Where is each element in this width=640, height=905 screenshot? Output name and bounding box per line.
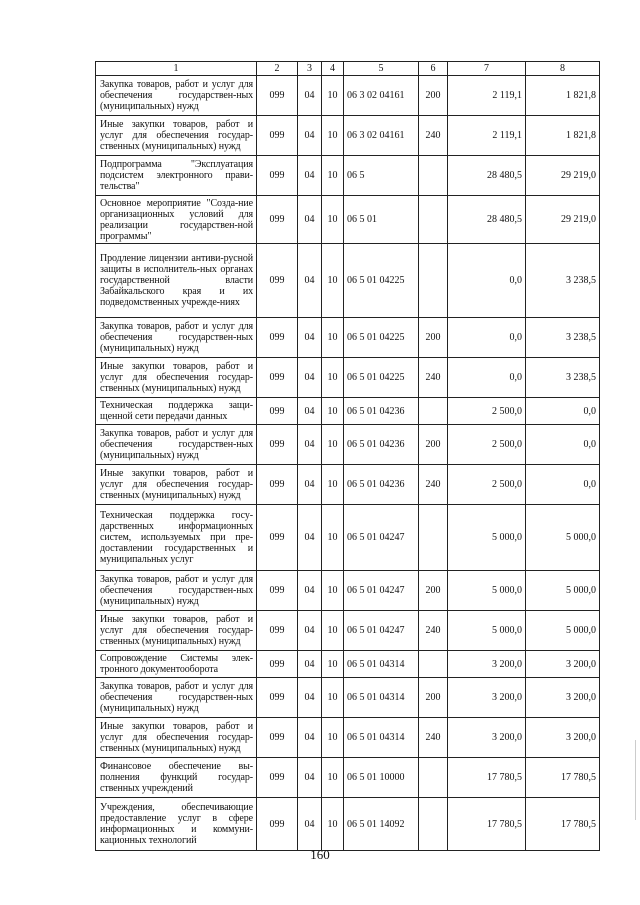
amount-year-1: 0,0 bbox=[448, 318, 526, 358]
section-code: 04 bbox=[298, 116, 322, 156]
table-row bbox=[96, 758, 600, 798]
target-article-code: 06 5 01 10000 bbox=[344, 758, 419, 798]
amount-year-1: 17 780,5 bbox=[448, 758, 526, 798]
target-article-code: 06 5 01 04314 bbox=[344, 678, 419, 718]
subsection-code: 10 bbox=[322, 76, 344, 116]
amount-year-2: 29 219,0 bbox=[526, 156, 600, 196]
expense-type-code bbox=[419, 398, 448, 425]
section-code: 04 bbox=[298, 505, 322, 571]
table-row bbox=[96, 156, 600, 196]
ministry-code: 099 bbox=[257, 358, 298, 398]
budget-line-name: Основное мероприятие "Созда-ние организационных условий для реализации государствен-ной программы" bbox=[96, 196, 257, 244]
expense-type-code: 200 bbox=[419, 425, 448, 465]
subsection-code: 10 bbox=[322, 758, 344, 798]
budget-line-name: Закупка товаров, работ и услуг для обеспечения государствен-ных (муниципальных) нужд bbox=[96, 571, 257, 611]
budget-line-name: Техническая поддержка защи-щенной сети передачи данных bbox=[96, 398, 257, 425]
subsection-code: 10 bbox=[322, 465, 344, 505]
target-article-code: 06 5 01 04314 bbox=[344, 718, 419, 758]
budget-line-name: Подпрограмма "Эксплуатация подсистем электронного прави-тельства" bbox=[96, 156, 257, 196]
amount-year-2: 29 219,0 bbox=[526, 196, 600, 244]
table-row bbox=[96, 116, 600, 156]
section-code: 04 bbox=[298, 798, 322, 851]
expense-type-code bbox=[419, 156, 448, 196]
table-row bbox=[96, 678, 600, 718]
table-row bbox=[96, 798, 600, 851]
budget-line-name: Финансовое обеспечение вы-полнения функций государ-ственных учреждений bbox=[96, 758, 257, 798]
amount-year-1: 28 480,5 bbox=[448, 156, 526, 196]
budget-line-name: Закупка товаров, работ и услуг для обеспечения государствен-ных (муниципальных) нужд bbox=[96, 678, 257, 718]
expense-type-code: 200 bbox=[419, 678, 448, 718]
budget-table bbox=[95, 61, 600, 851]
ministry-code: 099 bbox=[257, 758, 298, 798]
expense-type-code bbox=[419, 758, 448, 798]
section-code: 04 bbox=[298, 358, 322, 398]
subsection-code: 10 bbox=[322, 651, 344, 678]
section-code: 04 bbox=[298, 196, 322, 244]
budget-line-name: Техническая поддержка госу-дарственных информационных систем, используемых при пре-доставлении государственных и муниципальных услуг bbox=[96, 505, 257, 571]
amount-year-1: 5 000,0 bbox=[448, 571, 526, 611]
subsection-code: 10 bbox=[322, 678, 344, 718]
amount-year-2: 3 238,5 bbox=[526, 318, 600, 358]
amount-year-1: 2 119,1 bbox=[448, 76, 526, 116]
amount-year-2: 5 000,0 bbox=[526, 505, 600, 571]
budget-line-name: Учреждения, обеспечивающие предоставление услуг в сфере информационных и коммуни-кационных технологий bbox=[96, 798, 257, 851]
target-article-code: 06 3 02 04161 bbox=[344, 116, 419, 156]
table-row bbox=[96, 465, 600, 505]
target-article-code: 06 5 01 04236 bbox=[344, 465, 419, 505]
section-code: 04 bbox=[298, 156, 322, 196]
header-cell: 3 bbox=[298, 62, 322, 76]
subsection-code: 10 bbox=[322, 798, 344, 851]
table-row bbox=[96, 571, 600, 611]
subsection-code: 10 bbox=[322, 358, 344, 398]
section-code: 04 bbox=[298, 398, 322, 425]
header-cell: 4 bbox=[322, 62, 344, 76]
table-row bbox=[96, 244, 600, 318]
target-article-code: 06 5 01 04247 bbox=[344, 505, 419, 571]
table-row bbox=[96, 398, 600, 425]
header-cell: 7 bbox=[448, 62, 526, 76]
table-row bbox=[96, 611, 600, 651]
header-cell: 8 bbox=[526, 62, 600, 76]
budget-line-name: Иные закупки товаров, работ и услуг для обеспечения государ-ственных (муниципальных) нужд bbox=[96, 611, 257, 651]
amount-year-1: 0,0 bbox=[448, 358, 526, 398]
table-row bbox=[96, 651, 600, 678]
expense-type-code: 240 bbox=[419, 358, 448, 398]
ministry-code: 099 bbox=[257, 116, 298, 156]
ministry-code: 099 bbox=[257, 156, 298, 196]
section-code: 04 bbox=[298, 758, 322, 798]
ministry-code: 099 bbox=[257, 76, 298, 116]
target-article-code: 06 5 01 04236 bbox=[344, 398, 419, 425]
header-cell: 5 bbox=[344, 62, 419, 76]
section-code: 04 bbox=[298, 718, 322, 758]
expense-type-code bbox=[419, 196, 448, 244]
section-code: 04 bbox=[298, 76, 322, 116]
ministry-code: 099 bbox=[257, 611, 298, 651]
section-code: 04 bbox=[298, 425, 322, 465]
amount-year-1: 2 500,0 bbox=[448, 465, 526, 505]
subsection-code: 10 bbox=[322, 505, 344, 571]
amount-year-1: 2 500,0 bbox=[448, 425, 526, 465]
target-article-code: 06 5 bbox=[344, 156, 419, 196]
amount-year-2: 3 238,5 bbox=[526, 244, 600, 318]
budget-line-name: Иные закупки товаров, работ и услуг для обеспечения государ-ственных (муниципальных) нужд bbox=[96, 358, 257, 398]
expense-type-code: 240 bbox=[419, 116, 448, 156]
ministry-code: 099 bbox=[257, 505, 298, 571]
page-number: 160 bbox=[310, 847, 330, 862]
expense-type-code: 200 bbox=[419, 76, 448, 116]
table-row bbox=[96, 718, 600, 758]
table-header-row bbox=[96, 62, 600, 76]
budget-line-name: Закупка товаров, работ и услуг для обеспечения государствен-ных (муниципальных) нужд bbox=[96, 425, 257, 465]
expense-type-code bbox=[419, 798, 448, 851]
target-article-code: 06 5 01 04247 bbox=[344, 571, 419, 611]
table-row bbox=[96, 358, 600, 398]
table-row bbox=[96, 505, 600, 571]
section-code: 04 bbox=[298, 244, 322, 318]
header-cell: 2 bbox=[257, 62, 298, 76]
subsection-code: 10 bbox=[322, 398, 344, 425]
ministry-code: 099 bbox=[257, 465, 298, 505]
ministry-code: 099 bbox=[257, 798, 298, 851]
ministry-code: 099 bbox=[257, 318, 298, 358]
budget-line-name: Закупка товаров, работ и услуг для обеспечения государствен-ных (муниципальных) нужд bbox=[96, 76, 257, 116]
amount-year-2: 3 200,0 bbox=[526, 651, 600, 678]
ministry-code: 099 bbox=[257, 651, 298, 678]
expense-type-code: 200 bbox=[419, 571, 448, 611]
ministry-code: 099 bbox=[257, 571, 298, 611]
amount-year-1: 28 480,5 bbox=[448, 196, 526, 244]
subsection-code: 10 bbox=[322, 718, 344, 758]
amount-year-1: 2 119,1 bbox=[448, 116, 526, 156]
section-code: 04 bbox=[298, 318, 322, 358]
amount-year-2: 5 000,0 bbox=[526, 611, 600, 651]
budget-line-name: Закупка товаров, работ и услуг для обеспечения государствен-ных (муниципальных) нужд bbox=[96, 318, 257, 358]
budget-line-name: Иные закупки товаров, работ и услуг для обеспечения государ-ственных (муниципальных) нужд bbox=[96, 116, 257, 156]
table-row bbox=[96, 76, 600, 116]
expense-type-code: 240 bbox=[419, 465, 448, 505]
budget-line-name: Сопровождение Системы элек-тронного документооборота bbox=[96, 651, 257, 678]
subsection-code: 10 bbox=[322, 196, 344, 244]
amount-year-2: 5 000,0 bbox=[526, 571, 600, 611]
expense-type-code bbox=[419, 505, 448, 571]
expense-type-code bbox=[419, 651, 448, 678]
amount-year-2: 3 200,0 bbox=[526, 718, 600, 758]
target-article-code: 06 5 01 14092 bbox=[344, 798, 419, 851]
target-article-code: 06 5 01 04247 bbox=[344, 611, 419, 651]
amount-year-2: 3 200,0 bbox=[526, 678, 600, 718]
target-article-code: 06 5 01 04225 bbox=[344, 244, 419, 318]
target-article-code: 06 5 01 04314 bbox=[344, 651, 419, 678]
amount-year-1: 0,0 bbox=[448, 244, 526, 318]
ministry-code: 099 bbox=[257, 196, 298, 244]
target-article-code: 06 5 01 04225 bbox=[344, 358, 419, 398]
target-article-code: 06 5 01 04225 bbox=[344, 318, 419, 358]
table-row bbox=[96, 425, 600, 465]
expense-type-code: 240 bbox=[419, 611, 448, 651]
amount-year-2: 0,0 bbox=[526, 425, 600, 465]
ministry-code: 099 bbox=[257, 425, 298, 465]
amount-year-1: 3 200,0 bbox=[448, 651, 526, 678]
subsection-code: 10 bbox=[322, 156, 344, 196]
subsection-code: 10 bbox=[322, 425, 344, 465]
scan-edge-mark bbox=[635, 740, 636, 820]
amount-year-1: 5 000,0 bbox=[448, 611, 526, 651]
expense-type-code: 240 bbox=[419, 718, 448, 758]
subsection-code: 10 bbox=[322, 116, 344, 156]
amount-year-1: 2 500,0 bbox=[448, 398, 526, 425]
target-article-code: 06 5 01 bbox=[344, 196, 419, 244]
table-row bbox=[96, 318, 600, 358]
section-code: 04 bbox=[298, 678, 322, 718]
amount-year-2: 1 821,8 bbox=[526, 76, 600, 116]
amount-year-2: 0,0 bbox=[526, 465, 600, 505]
amount-year-1: 17 780,5 bbox=[448, 798, 526, 851]
budget-line-name: Иные закупки товаров, работ и услуг для обеспечения государ-ственных (муниципальных) нужд bbox=[96, 465, 257, 505]
amount-year-1: 5 000,0 bbox=[448, 505, 526, 571]
amount-year-2: 1 821,8 bbox=[526, 116, 600, 156]
subsection-code: 10 bbox=[322, 318, 344, 358]
subsection-code: 10 bbox=[322, 571, 344, 611]
section-code: 04 bbox=[298, 611, 322, 651]
budget-line-name: Продление лицензии антиви-русной защиты в исполнитель-ных органах государственной власти Забайкальского края и их подведомственных учрежде-ниях bbox=[96, 244, 257, 318]
expense-type-code: 200 bbox=[419, 318, 448, 358]
amount-year-1: 3 200,0 bbox=[448, 718, 526, 758]
amount-year-2: 17 780,5 bbox=[526, 798, 600, 851]
subsection-code: 10 bbox=[322, 244, 344, 318]
amount-year-1: 3 200,0 bbox=[448, 678, 526, 718]
section-code: 04 bbox=[298, 651, 322, 678]
ministry-code: 099 bbox=[257, 678, 298, 718]
ministry-code: 099 bbox=[257, 718, 298, 758]
header-cell: 6 bbox=[419, 62, 448, 76]
table-row bbox=[96, 196, 600, 244]
budget-line-name: Иные закупки товаров, работ и услуг для обеспечения государ-ственных (муниципальных) нужд bbox=[96, 718, 257, 758]
section-code: 04 bbox=[298, 571, 322, 611]
amount-year-2: 3 238,5 bbox=[526, 358, 600, 398]
amount-year-2: 17 780,5 bbox=[526, 758, 600, 798]
target-article-code: 06 5 01 04236 bbox=[344, 425, 419, 465]
amount-year-2: 0,0 bbox=[526, 398, 600, 425]
subsection-code: 10 bbox=[322, 611, 344, 651]
ministry-code: 099 bbox=[257, 398, 298, 425]
header-cell: 1 bbox=[96, 62, 257, 76]
expense-type-code bbox=[419, 244, 448, 318]
ministry-code: 099 bbox=[257, 244, 298, 318]
target-article-code: 06 3 02 04161 bbox=[344, 76, 419, 116]
section-code: 04 bbox=[298, 465, 322, 505]
